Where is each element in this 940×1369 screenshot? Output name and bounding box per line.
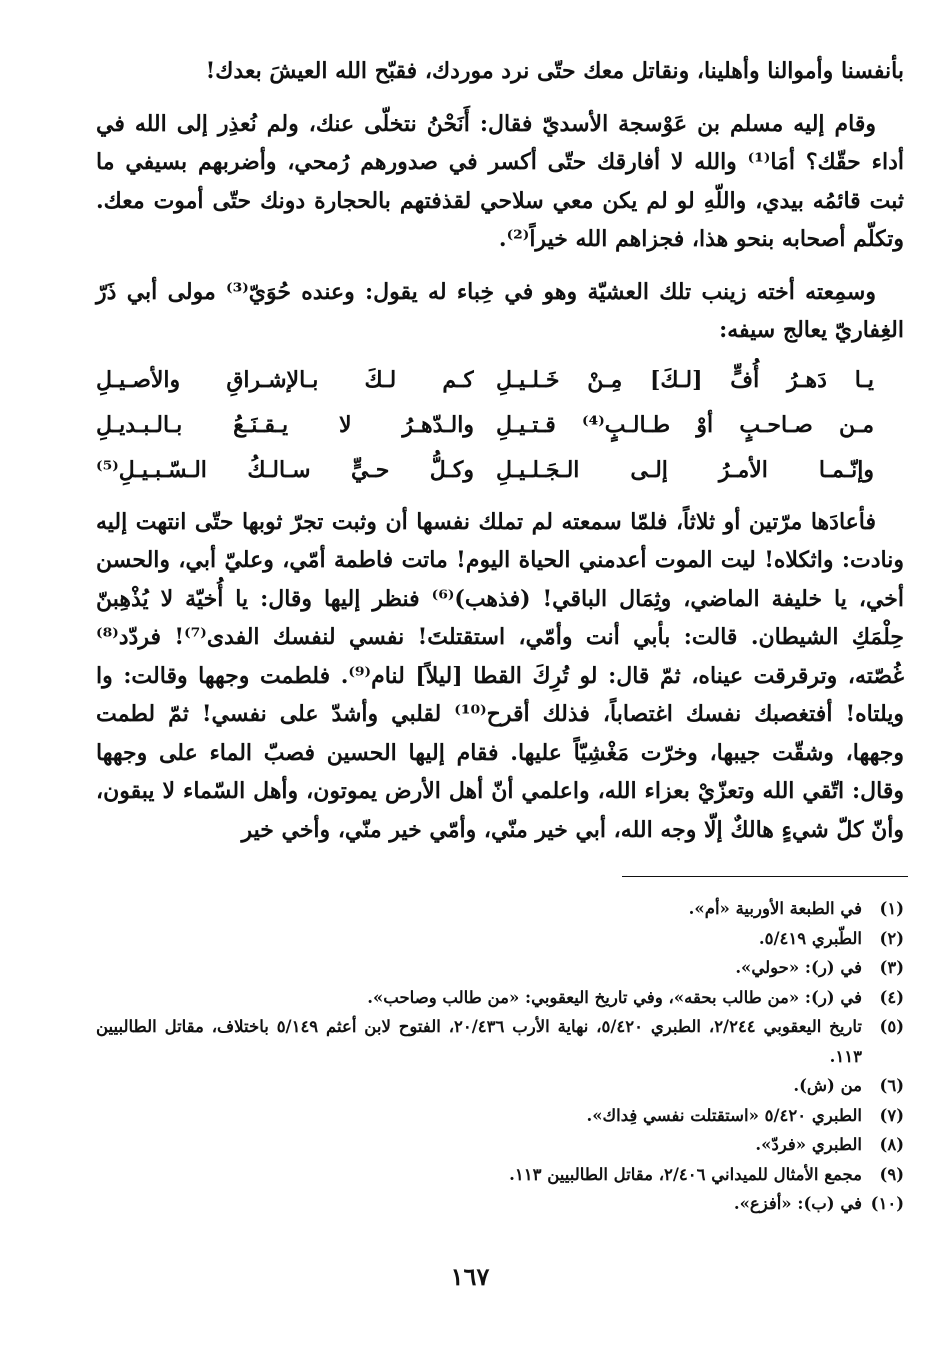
footnote-item — [96, 953, 904, 983]
footnote-text: الطبري ٥/٤٢٠ «استقتلت نفسي فِداك». — [586, 1105, 862, 1125]
verse-first-hemistich: وإنّـمـا الأمـرُ إلـى الـجَـلـيـلِ — [496, 456, 874, 483]
page-number: ١٦٧ — [450, 1262, 490, 1291]
footnote-item — [96, 1101, 904, 1131]
paragraph-3: وسمِعته أخته زينب تلك العشيّة وهو في خِباء له يقول: وعنده حُوَيّ⁽³⁾ مولى أبي ذَرّ الغِفاريّ يعالج سيفه: — [96, 278, 904, 343]
footnote-item — [96, 1012, 904, 1071]
footnote-item — [96, 1189, 904, 1219]
footnote-text: مجمع الأمثال للميداني ٢/٤٠٦، مقاتل الطالبيين ١١٣. — [509, 1164, 862, 1184]
footnote-text: تاريخ اليعقوبي ٢/٢٤٤، الطبري ٥/٤٢٠، نهاية الأرب ٢٠/٤٣٦، الفتوح لابن أعثم ٥/١٤٩ باختلاف، مقاتل الطالبيين ١١٣. — [96, 1017, 863, 1066]
verse-first-hemistich: مـن صـاحـبٍ أوْ طـالـبٍ⁽⁴⁾ قـتـيـلِ — [496, 411, 874, 438]
footnote-number: (٨) — [879, 1135, 904, 1154]
footnote-text: في الطبعة الأوربية «أم». — [688, 899, 862, 918]
footnote-item — [96, 1130, 904, 1160]
footnote-item — [96, 894, 904, 924]
footnote-item — [96, 1160, 904, 1190]
poem-verses — [96, 358, 904, 493]
footnote-text: الطّبري ٥/٤١٩. — [758, 928, 862, 948]
footnote-number: (١) — [879, 899, 904, 918]
verse-second-hemistich: كـم لـكَ بـالإشـراقِ والأصـيـلِ — [96, 366, 474, 393]
verse-first-hemistich: يـا دَهـرُ أُفٍّ [لـكَ] مِـنْ خَـلـيـلِ — [496, 366, 874, 393]
footnotes — [96, 894, 904, 1219]
verse-second-hemistich: وكـلُّ حـيٍّ سـالـكُ الـسّـبـيـلِ⁽⁵⁾ — [96, 456, 474, 483]
footnote-text: في (ر): «من طالب بحقه»، وفي تاريخ اليعقوبي: «من طالب وصاحب». — [367, 987, 862, 1007]
paragraph-1: بأنفسنا وأموالنا وأهلينا، ونقاتل معك حتّى نرد موردك، فقبّح الله العيشَ بعدك! — [205, 58, 904, 84]
footnote-number: (٣) — [879, 958, 904, 977]
footnote-separator — [622, 876, 908, 877]
footnote-number: (٤) — [879, 987, 904, 1007]
footnote-number: (٩) — [879, 1164, 904, 1184]
verse-line — [96, 448, 904, 493]
footnote-number: (٢) — [879, 928, 904, 948]
footnote-number: (٥) — [879, 1017, 904, 1036]
footnote-item — [96, 924, 904, 954]
footnote-text: في (ر): «حولي». — [735, 958, 862, 977]
paragraph-4: فأعادَها مرّتين أو ثلاثاً، فلمّا سمعته لم تملك نفسها أن وثبت تجرّ ثوبها حتّى انتهت إليه ونادت: واثكلاه! ليت الموت أعدمني الحياة اليوم! ماتت فاطمة أمّي، وعليّ أبي، والحسن أخي، يا خليفة الماضي، وثِمَال الباقي! (فذهب)⁽⁶⁾ فنظر إليها وقال: يا أُخيّة لا يُذْهِبنّ حِلْمَكِ الشيطان. قالت: بأبي أنت وأمّي، استقتلتَ! نفسي لنفسك الفدى⁽⁷⁾! فردّد⁽⁸⁾ غُصّته، وترقرقت عيناه، ثمّ قال: لو تُرِكَ القطا [ليلاً] لنام⁽⁹⁾. فلطمت وجهها وقالت: وا ويلتاه! أفتغصبك نفسك اغتصاباً، فذلك أقرح⁽¹⁰⁾ لقلبي وأشدّ على نفسي! ثمّ لطمت وجهها، وشقّت جيبها، وخرّت مَغْشِيّاً عليها. فقام إليها الحسين فصبّ الماء على وجهها وقال: اتّقي الله وتعزّيْ بعزاء الله، واعلمي أنّ أهل الأرض يموتون، وأهل السّماء لا يبقون، وأنّ كلّ شيءٍ هالكٌ إلّا وجه الله، أبي خير منّي، وأمّي خير منّي، وأخي خير — [96, 508, 905, 843]
footnote-text: الطبري «فردّ». — [755, 1135, 862, 1154]
paragraph-2: وقام إليه مسلم بن عَوْسجة الأسديّ فقال: أَنَحْنُ نتخلّى عنك، ولم نُعذِر إلى الله في أداء حقّك؟ أمَا⁽¹⁾ والله لا أفارقك حتّى أكسر في صدورهم رُمحي، وأضربهم بسيفي ما ثبت قائمُه بيدي، واللّهِ لو لم يكن معي سلاحي لقذفتهم بالحجارة دونك حتّى أموت معك. وتكلّم أصحابه بنحو هذا، فجزاهم الله خيراً⁽²⁾. — [96, 110, 904, 252]
footnote-number: (٧) — [879, 1105, 904, 1125]
footnote-item — [96, 1071, 904, 1101]
footnote-text: في (ب): «أفزع». — [733, 1194, 862, 1213]
footnote-item — [96, 983, 904, 1013]
verse-line — [96, 358, 904, 403]
verse-line — [96, 403, 904, 448]
main-text — [96, 52, 904, 849]
footnote-text: من (ش). — [793, 1076, 862, 1095]
verse-second-hemistich: والـدّهـرُ لا يـقـنَـعُ بـالـبـديـلِ — [96, 411, 474, 438]
footnote-number: (١٠) — [870, 1194, 904, 1213]
footnote-number: (٦) — [879, 1076, 904, 1095]
